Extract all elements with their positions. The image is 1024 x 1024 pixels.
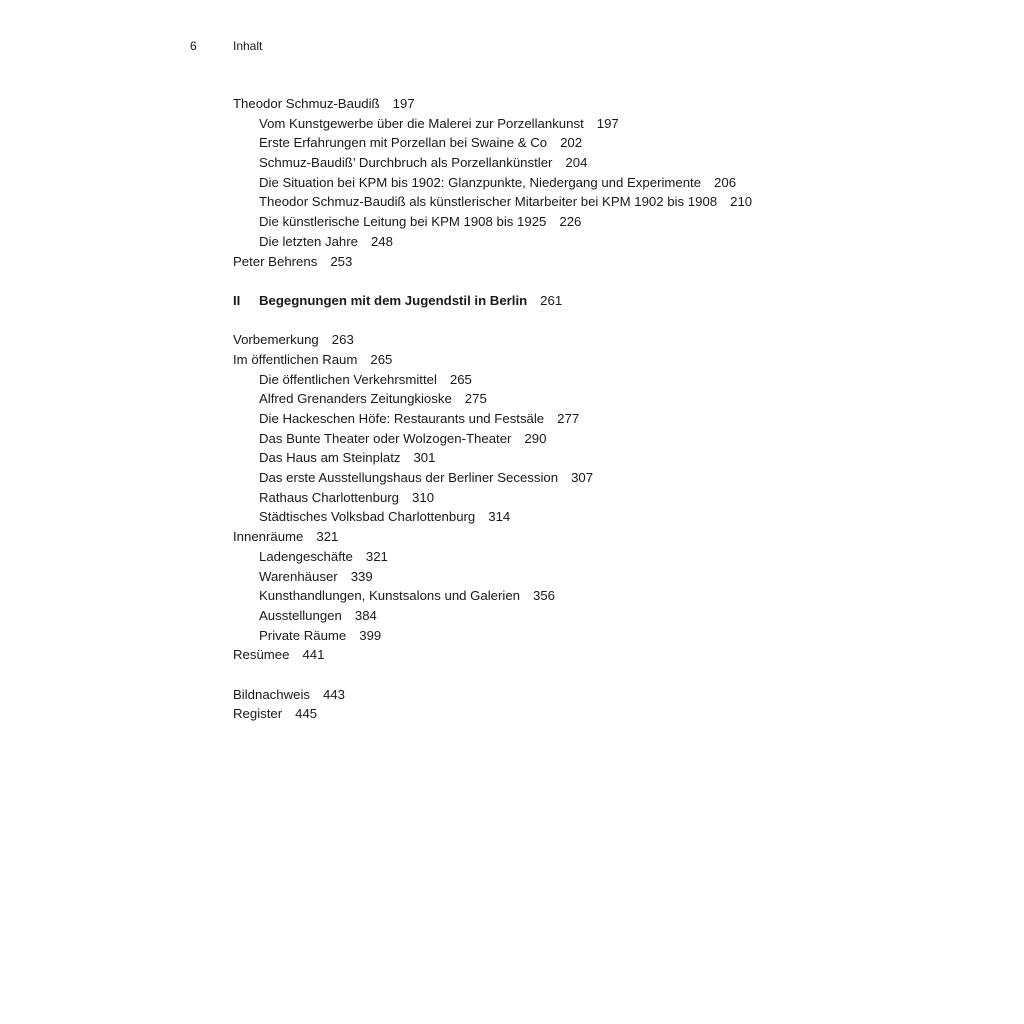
- toc-entry-page: 265: [370, 351, 393, 367]
- toc-entry-page: 197: [392, 96, 415, 111]
- toc-entry-title: Die Hackeschen Höfe: Restaurants und Festsäle: [259, 411, 545, 426]
- toc-entry-title: Theodor Schmuz-Baudiß: [233, 96, 380, 111]
- toc-entry: [233, 704, 833, 724]
- toc-entry-page: 263: [331, 332, 354, 348]
- toc-entry-page: 310: [412, 489, 435, 505]
- toc-entry: [233, 350, 833, 370]
- toc-subentry: [233, 192, 833, 212]
- toc-entry-title: Das Bunte Theater oder Wolzogen-Theater: [259, 430, 512, 446]
- toc-entry-title: Städtisches Volksbad Charlottenburg: [259, 509, 476, 525]
- toc-entry-title: Das erste Ausstellungshaus der Berliner Secession: [259, 470, 559, 486]
- toc-subentry: [233, 586, 833, 606]
- toc-entry-title: Rathaus Charlottenburg: [259, 489, 400, 505]
- toc-subentry: [233, 232, 833, 252]
- toc-entry: [233, 252, 833, 272]
- toc-entry-page: 399: [359, 627, 382, 643]
- toc-subentry: [233, 133, 833, 153]
- toc-entry-title: Die öffentlichen Verkehrsmittel: [259, 371, 437, 387]
- toc-subentry: [233, 114, 833, 134]
- running-head-title: Inhalt: [233, 39, 263, 53]
- toc-subentry: [233, 173, 833, 193]
- toc-entry-page: 277: [557, 411, 580, 426]
- toc-subentry: [233, 212, 833, 232]
- spacer: [233, 311, 833, 331]
- toc-entry-page: 206: [714, 174, 737, 190]
- toc-entry-title: Im öffentlichen Raum: [233, 351, 358, 367]
- toc-entry-title: Ladengeschäfte: [259, 548, 353, 564]
- toc-entry-title: Alfred Grenanders Zeitungkioske: [259, 391, 452, 407]
- toc-subentry: [233, 547, 833, 567]
- running-head: [190, 38, 262, 54]
- toc-subentry: [233, 153, 833, 173]
- toc-section-2: [233, 330, 833, 665]
- toc-entry-title: Theodor Schmuz-Baudiß als künstlerischer Mitarbeiter bei KPM 1902 bis 1908: [259, 194, 718, 210]
- toc-entry-page: 226: [559, 214, 582, 230]
- toc-entry-title: Das Haus am Steinplatz: [259, 450, 401, 466]
- page-number: 6: [190, 39, 197, 53]
- toc-entry-page: 321: [316, 529, 339, 545]
- toc-subentry: [233, 409, 833, 429]
- toc-subentry: [233, 389, 833, 409]
- toc-subentry: [233, 567, 833, 587]
- toc-subentry: [233, 448, 833, 468]
- toc-entry-title: Kunsthandlungen, Kunstsalons und Galerien: [259, 588, 521, 604]
- toc-entry: [233, 527, 833, 547]
- toc-subentry: [233, 468, 833, 488]
- toc-entry-page: 301: [413, 450, 436, 466]
- part-title: Begegnungen mit dem Jugendstil in Berlin: [259, 292, 528, 308]
- toc-entry-page: 210: [730, 194, 753, 210]
- toc-entry-page: 356: [533, 588, 556, 604]
- toc-entry-title: Erste Erfahrungen mit Porzellan bei Swaine & Co: [259, 135, 548, 151]
- toc-subentry: [233, 370, 833, 390]
- toc-entry-page: 441: [302, 647, 325, 663]
- toc-entry-page: 307: [571, 470, 594, 486]
- toc-entry: [233, 330, 833, 350]
- toc-entry-page: 321: [365, 548, 388, 564]
- toc-entry-title: Register: [233, 706, 283, 722]
- table-of-contents: [233, 94, 833, 724]
- toc-entry-title: Innenräume: [233, 529, 304, 545]
- toc-entry-title: Schmuz-Baudiß’ Durchbruch als Porzellankünstler: [259, 155, 553, 171]
- toc-entry-page: 248: [370, 233, 393, 249]
- toc-subentry: [233, 626, 833, 646]
- toc-subentry: [233, 507, 833, 527]
- toc-entry-title: Peter Behrens: [233, 253, 318, 269]
- toc-entry-page: 202: [560, 135, 583, 151]
- toc-entry-page: 443: [322, 686, 345, 702]
- spacer: [233, 271, 833, 291]
- toc-subentry: [233, 429, 833, 449]
- toc-entry: [233, 685, 833, 705]
- toc-entry-page: 197: [596, 115, 619, 131]
- toc-entry-title: Resümee: [233, 647, 290, 663]
- toc-entry-page: 265: [449, 371, 472, 387]
- toc-entry-title: Vorbemerkung: [233, 332, 319, 348]
- toc-entry-title: Die letzten Jahre: [259, 233, 358, 249]
- toc-entry-page: 445: [295, 706, 318, 722]
- toc-entry-title: Private Räume: [259, 627, 347, 643]
- part-numeral: II: [233, 292, 241, 308]
- toc-entry-page: 275: [464, 391, 487, 407]
- toc-section-1: [233, 94, 833, 271]
- toc-entry-page: 253: [330, 253, 353, 269]
- toc-entry-title: Ausstellungen: [259, 607, 342, 623]
- toc-entry: [233, 94, 833, 114]
- toc-entry-title: Die Situation bei KPM bis 1902: Glanzpunkte, Niedergang und Experimente: [259, 174, 702, 190]
- spacer: [233, 665, 833, 685]
- toc-section-3: [233, 685, 833, 724]
- part-page: 261: [540, 292, 563, 308]
- toc-entry-title: Vom Kunstgewerbe über die Malerei zur Porzellankunst: [259, 115, 584, 131]
- toc-entry-page: 314: [488, 509, 511, 525]
- toc-subentry: [233, 488, 833, 508]
- toc-entry-title: Bildnachweis: [233, 686, 310, 702]
- part-heading: [233, 291, 833, 311]
- toc-entry: [233, 645, 833, 665]
- toc-entry-title: Die künstlerische Leitung bei KPM 1908 bis 1925: [259, 214, 547, 230]
- toc-entry-page: 204: [565, 155, 588, 171]
- toc-entry-page: 290: [524, 430, 547, 446]
- toc-subentry: [233, 606, 833, 626]
- toc-entry-title: Warenhäuser: [259, 568, 338, 584]
- toc-entry-page: 339: [350, 568, 373, 584]
- toc-entry-page: 384: [354, 607, 377, 623]
